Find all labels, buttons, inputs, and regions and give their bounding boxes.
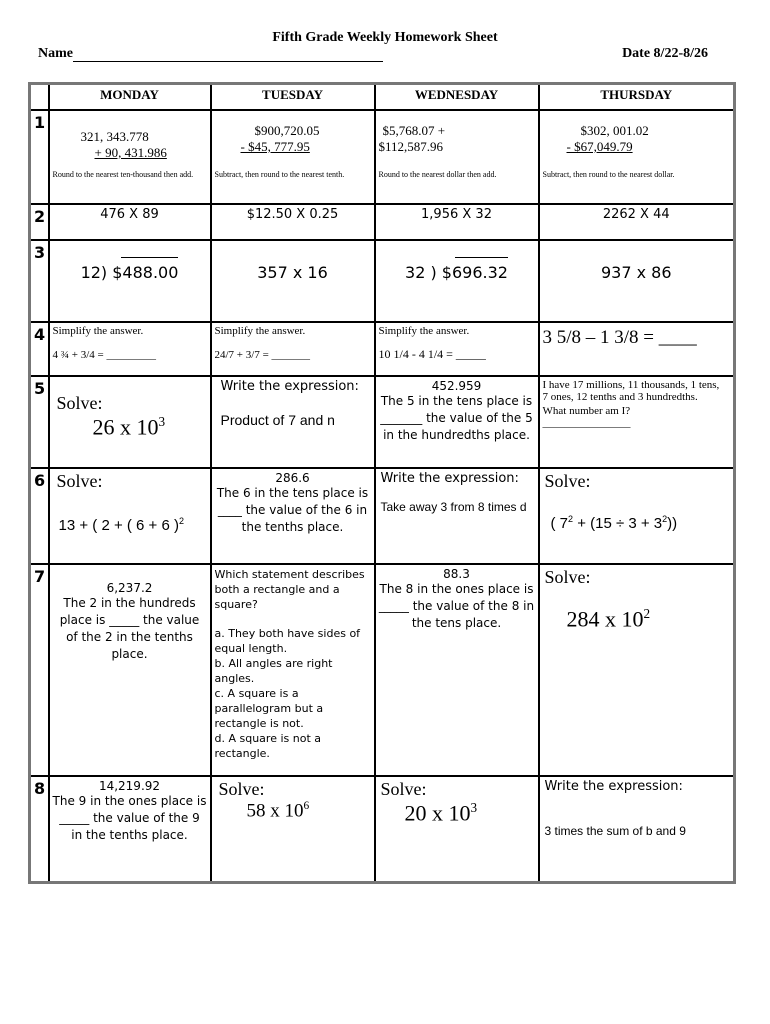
day-header-tuesday: TUESDAY: [211, 84, 375, 111]
division-problem: 32 ) $696.32: [405, 257, 508, 282]
cell-mon-4: [49, 322, 211, 376]
solve-label: Solve:: [56, 471, 103, 491]
expression-base: 20 x 10: [404, 800, 471, 826]
expression-exponent: 2: [643, 606, 651, 621]
answer-choice: d. A square is not a rectangle.: [214, 732, 322, 760]
name-field: [38, 46, 383, 62]
exponent-problem: [93, 414, 207, 440]
table-row: [30, 376, 735, 468]
table-row: [30, 776, 735, 882]
problem-line: - $67,049.79: [566, 139, 633, 154]
expression-part: )): [667, 515, 678, 532]
place-value-question: The 9 in the ones place is _____ the value of the 9 in the tenths place.: [52, 794, 207, 842]
homework-table: [28, 82, 736, 884]
place-value-number: 14,219.92: [98, 779, 161, 793]
fraction-problem: 24/7 + 3/7 = _______: [214, 349, 311, 361]
expression-base: 284 x 10: [566, 606, 644, 632]
row-number: 1: [30, 110, 49, 204]
table-row: [30, 110, 735, 204]
solve-label: Solve:: [544, 471, 591, 491]
cell-wed-4: [375, 322, 539, 376]
row-number: 4: [30, 322, 49, 376]
multiplication-problem: 357 x 16: [257, 263, 328, 282]
problem-line: $112,587.96: [378, 139, 444, 154]
cell-mon-3: [49, 240, 211, 322]
cell-wed-3: [375, 240, 539, 322]
cell-tue-5: [211, 376, 375, 468]
expression-base: 13 + ( 2 + ( 6 + 6 ): [58, 517, 179, 534]
word-expression: Take away 3 from 8 times d: [380, 500, 527, 514]
instruction-text: Simplify the answer.: [214, 325, 306, 337]
fraction-problem: 10 1/4 - 4 1/4 = _____: [378, 347, 486, 361]
place-value-number: 286.6: [275, 471, 310, 485]
expression-exponent: 3: [158, 414, 166, 429]
row-number: 3: [30, 240, 49, 322]
table-row: [30, 468, 735, 564]
exponent-problem: [247, 800, 371, 822]
answer-choice: b. All angles are right angles.: [214, 657, 333, 685]
cell-tue-7: [211, 564, 375, 776]
expression-base: 26 x 10: [92, 414, 159, 440]
cell-thu-4: [539, 322, 735, 376]
cell-tue-2: $12.50 X 0.25: [211, 204, 375, 240]
exponent-problem: [567, 606, 731, 632]
cell-thu-1: [539, 110, 735, 204]
cell-wed-1: [375, 110, 539, 204]
table-row: [30, 240, 735, 322]
day-header-thursday: THURSDAY: [539, 84, 735, 111]
cell-thu-7: [539, 564, 735, 776]
cell-tue-3: [211, 240, 375, 322]
multiplication-problem: 937 x 86: [600, 263, 672, 282]
expression-exponent: 2: [178, 516, 184, 526]
instruction-text: Subtract, then round to the nearest tenth.: [214, 170, 345, 179]
place-value-question: The 2 in the hundreds place is _____ the value of the 2 in the tenths place.: [59, 596, 200, 661]
riddle-line: I have 17 millions, 11 thousands, 1 tens,: [542, 379, 720, 391]
exponent-problem: [405, 800, 535, 826]
cell-wed-2: 1,956 X 32: [375, 204, 539, 240]
name-label: Name: [38, 46, 73, 61]
order-of-operations-problem: [59, 516, 207, 534]
place-value-number: 452.959: [431, 379, 482, 393]
place-value-number: 6,237.2: [106, 581, 153, 595]
cell-mon-1: [49, 110, 211, 204]
instruction-text: Subtract, then round to the nearest dollar.: [542, 170, 675, 179]
instruction-text: Round to the nearest ten-thousand then add.: [52, 170, 194, 179]
cell-thu-5: [539, 376, 735, 468]
problem-line: $302, 001.02: [580, 123, 649, 138]
cell-wed-7: [375, 564, 539, 776]
fraction-problem: 4 ¾ + 3/4 = _________: [52, 349, 156, 361]
instruction-text: Write the expression:: [380, 471, 519, 486]
word-expression: 3 times the sum of b and 9: [544, 824, 686, 838]
table-row: [30, 322, 735, 376]
row-number: 2: [30, 204, 49, 240]
day-header-row: [30, 84, 735, 111]
riddle-line: What number am I?: [542, 405, 631, 417]
cell-thu-3: [539, 240, 735, 322]
row-number: 7: [30, 564, 49, 776]
place-value-question: The 8 in the ones place is _____ the value of the 8 in the tens place.: [378, 582, 535, 630]
cell-wed-6: [375, 468, 539, 564]
corner-cell: [30, 84, 49, 111]
expression-exponent: 2: [568, 514, 574, 524]
riddle-line: 7 ones, 12 tenths and 3 hundredths.: [542, 391, 698, 403]
solve-label: Solve:: [56, 393, 103, 413]
instruction-text: Write the expression:: [544, 779, 683, 794]
answer-blank: ________________: [542, 417, 631, 429]
place-value-number: 88.3: [443, 567, 470, 581]
fraction-problem: 3 5/8 – 1 3/8 = ____: [542, 327, 697, 348]
problem-line: 321, 343.778: [80, 129, 149, 144]
cell-tue-4: [211, 322, 375, 376]
name-blank-line[interactable]: [73, 47, 383, 62]
instruction-text: Round to the nearest dollar then add.: [378, 170, 497, 179]
instruction-text: Simplify the answer.: [378, 325, 470, 337]
answer-choice: a. They both have sides of equal length.: [214, 627, 361, 655]
day-header-wednesday: WEDNESDAY: [375, 84, 539, 111]
instruction-text: Simplify the answer.: [52, 325, 144, 337]
word-expression: Product of 7 and n: [220, 412, 335, 428]
instruction-text: Write the expression:: [220, 379, 359, 394]
table-row: [30, 564, 735, 776]
row-number: 5: [30, 376, 49, 468]
cell-tue-1: [211, 110, 375, 204]
table-row: [30, 204, 735, 240]
division-problem: 12) $488.00: [81, 257, 179, 282]
expression-exponent: 2: [662, 514, 668, 524]
question-text: Which statement describes both a rectangle and a square?: [214, 568, 365, 611]
cell-thu-2: 2262 X 44: [539, 204, 735, 240]
solve-label: Solve:: [218, 779, 265, 799]
problem-line: $900,720.05: [254, 123, 320, 138]
cell-mon-6: [49, 468, 211, 564]
cell-tue-8: [211, 776, 375, 882]
cell-tue-6: [211, 468, 375, 564]
cell-wed-5: [375, 376, 539, 468]
cell-mon-7: [49, 564, 211, 776]
problem-line: $5,768.07 +: [382, 123, 446, 138]
cell-mon-5: [49, 376, 211, 468]
cell-thu-8: [539, 776, 735, 882]
expression-part: ( 7: [550, 515, 569, 532]
answer-choice: c. A square is a parallelogram but a rectangle is not.: [214, 687, 324, 730]
cell-thu-6: [539, 468, 735, 564]
problem-line: - $45, 777.95: [240, 139, 310, 154]
date-label: Date 8/22-8/26: [622, 46, 708, 61]
day-header-monday: MONDAY: [49, 84, 211, 111]
page-title: Fifth Grade Weekly Homework Sheet: [272, 30, 498, 45]
cell-mon-2: 476 X 89: [49, 204, 211, 240]
cell-wed-8: [375, 776, 539, 882]
place-value-question: The 5 in the tens place is _______ the value of the 5 in the hundredths place.: [380, 394, 533, 442]
solve-label: Solve:: [380, 779, 427, 799]
expression-exponent: 3: [470, 800, 478, 815]
expression-part: + (15 ÷ 3 + 3: [573, 515, 663, 532]
place-value-question: The 6 in the tens place is ____ the value of the 6 in the tenths place.: [216, 486, 369, 534]
row-number: 8: [30, 776, 49, 882]
problem-line: + 90, 431.986: [94, 145, 167, 160]
order-of-operations-problem: [551, 514, 731, 532]
solve-label: Solve:: [544, 567, 591, 587]
cell-mon-8: [49, 776, 211, 882]
row-number: 6: [30, 468, 49, 564]
expression-base: 58 x 10: [246, 800, 304, 822]
expression-exponent: 6: [303, 800, 310, 812]
